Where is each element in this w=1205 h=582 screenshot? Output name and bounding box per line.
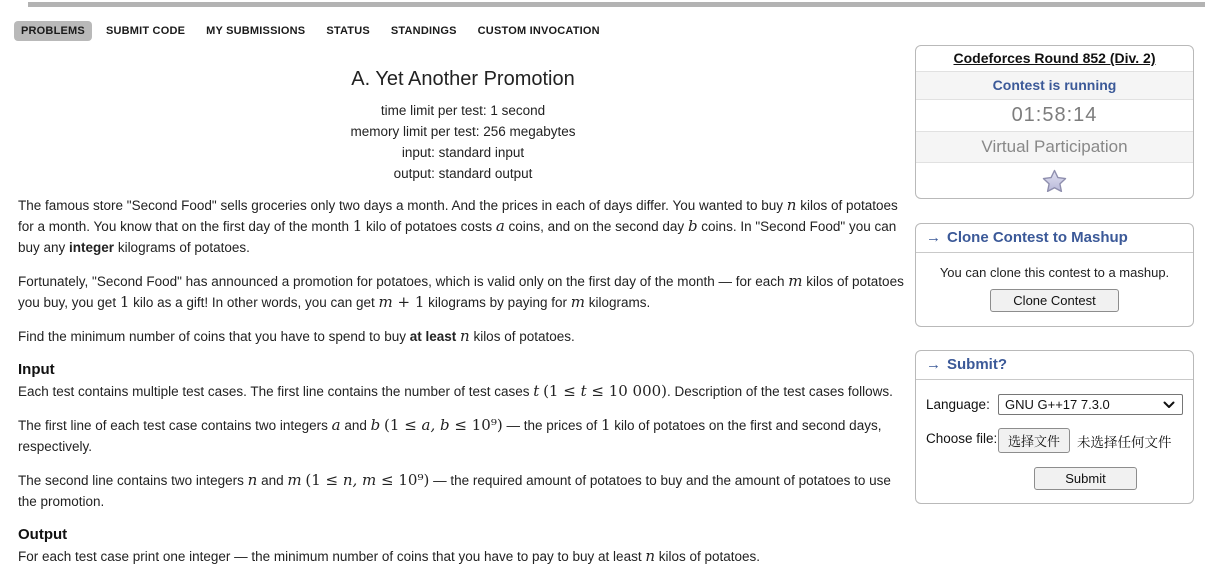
submit-box (915, 350, 1194, 504)
submit-button[interactable]: Submit (1034, 467, 1136, 490)
nav-tab-submit-code[interactable]: SUBMIT CODE (105, 25, 186, 37)
problem-statement (18, 60, 908, 580)
output-heading: Output (18, 526, 68, 543)
contest-mode: Virtual Participation (916, 131, 1193, 162)
clone-contest-header[interactable] (916, 224, 1193, 253)
arrow-right-icon: → (926, 356, 941, 373)
nav-tab-status[interactable]: STATUS (326, 25, 370, 37)
contest-status: Contest is running (916, 71, 1193, 99)
nav-tab-my-submissions[interactable]: MY SUBMISSIONS (206, 25, 306, 37)
clone-contest-text: You can clone this contest to a mashup. (939, 265, 1170, 280)
input-paragraph: The second line contains two integers n and m (1 ≤ n, m ≤ 10⁹) — the required amount of potatoes to buy and the amount of potatoes to use the promotion. (18, 471, 891, 509)
output-spec: output: standard output (393, 166, 533, 181)
arrow-right-icon: → (926, 229, 941, 246)
contest-title-link[interactable]: Codeforces Round 852 (Div. 2) (953, 50, 1156, 66)
submit-header[interactable] (916, 351, 1193, 380)
problem-limits (18, 100, 908, 184)
nav-tab-standings[interactable]: STANDINGS (390, 25, 457, 37)
chevron-down-icon (1163, 401, 1175, 409)
memory-limit: memory limit per test: 256 megabytes (350, 124, 576, 139)
favorite-star-icon[interactable] (1042, 169, 1067, 192)
choose-file-button[interactable]: 选择文件 (998, 428, 1070, 453)
clone-contest-button[interactable]: Clone Contest (990, 289, 1118, 312)
statement-paragraph: Find the minimum number of coins that you have to spend to buy at least n kilos of potatoes. (18, 327, 575, 345)
clone-contest-box (915, 223, 1194, 327)
contest-nav (14, 21, 614, 41)
language-selected-value: GNU G++17 7.3.0 (1005, 397, 1110, 412)
output-paragraph: For each test case print one integer — the minimum number of coins that you have to pay to buy at least n kilos of potatoes. (18, 547, 761, 565)
language-label: Language: (926, 397, 990, 412)
top-divider (28, 2, 1205, 7)
choose-file-label: Choose file: (926, 431, 998, 446)
problem-title: A. Yet Another Promotion (351, 68, 575, 90)
nav-tab-problems[interactable]: PROBLEMS (14, 21, 92, 41)
input-heading: Input (18, 361, 55, 378)
contest-title-row (916, 46, 1193, 71)
contest-info-box (915, 45, 1194, 199)
sidebar (915, 45, 1194, 504)
nav-tab-custom-invocation[interactable]: CUSTOM INVOCATION (477, 25, 600, 37)
contest-timer: 01:58:14 (916, 99, 1193, 131)
statement-paragraph: The famous store "Second Food" sells groceries only two days a month. And the prices in each of days differ. You wanted to buy n kilos of potatoes for a month. You know that on the first day of the month 1 kilo of potatoes costs a coins, and on the second day b coins. In "Second Food" you can buy any integer kilograms of potatoes. (18, 196, 898, 255)
input-paragraph: The first line of each test case contains two integers a and b (1 ≤ a, b ≤ 10⁹) — the prices of 1 kilo of potatoes on the first and second days, respectively. (18, 416, 882, 454)
input-spec: input: standard input (401, 145, 525, 160)
clone-contest-title: Clone Contest to Mashup (947, 229, 1128, 246)
time-limit: time limit per test: 1 second (380, 103, 546, 118)
submit-title: Submit? (947, 356, 1007, 373)
statement-paragraph: Fortunately, "Second Food" has announced a promotion for potatoes, which is valid only on the first day of the month — for each m kilos of potatoes you buy, you get 1 kilo as a gift! In other words, you can get m + 1 kilograms by paying for m kilograms. (18, 272, 904, 311)
language-select[interactable] (998, 394, 1183, 415)
input-paragraph: Each test contains multiple test cases. The first line contains the number of test cases t (1 ≤ t ≤ 10 000). Description of the test cases follows. (18, 382, 893, 400)
contest-star-row (916, 162, 1193, 198)
file-status-text: 未选择任何文件 (1077, 434, 1172, 450)
